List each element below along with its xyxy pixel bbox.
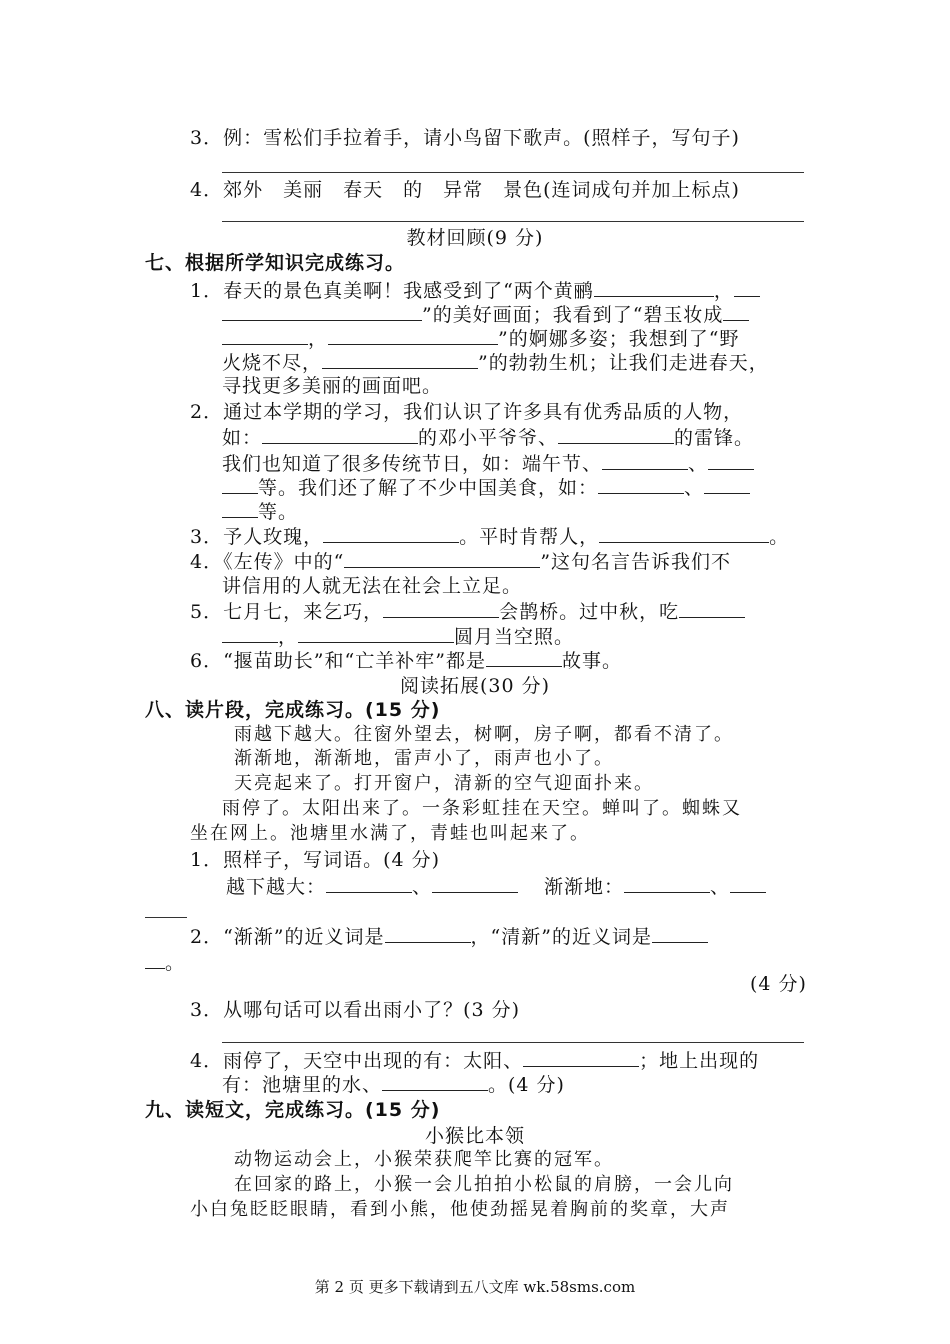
s7-q2-line2 (222, 425, 754, 450)
s8-q1: 1．照样子，写词语。(4 分) (190, 849, 441, 871)
s7-q5-text-b: 会鹊桥。过中秋，吃 (499, 601, 680, 623)
s7-q2-text-e: 等。 (258, 501, 299, 523)
s9-title: 九、读短文，完成练习。(15 分) (145, 1099, 441, 1121)
s7-q2-line5 (222, 499, 298, 524)
answer-line[interactable] (145, 917, 187, 918)
s8-q1-label-a: 越下越大： (226, 876, 327, 898)
s7-q2-text-b3: 的雷锋。 (674, 427, 755, 449)
answer-line[interactable] (222, 221, 804, 222)
s8-q1-answers (226, 874, 766, 899)
comma: 、 (688, 453, 709, 475)
s8-q3: 3．从哪句话可以看出雨小了？(3 分) (190, 999, 521, 1021)
blank[interactable] (432, 874, 518, 893)
s7-q3 (190, 524, 789, 549)
s9-passage-1: 动物运动会上，小猴荣获爬竿比赛的冠军。 (234, 1149, 614, 1170)
s7-q4-text-b: ”这句名言告诉我们不 (540, 551, 732, 573)
s7-q5-line2 (222, 624, 574, 649)
s8-q2-line1 (190, 924, 708, 949)
period: 。 (769, 526, 790, 548)
s7-q1-line4 (222, 350, 769, 375)
s8-q4-text-b: ；地上出现的 (639, 1050, 760, 1072)
s8-passage-3: 天亮起来了。打开窗户，清新的空气迎面扑来。 (234, 773, 654, 794)
blank[interactable] (708, 451, 754, 470)
s7-q5-text-a: 5．七月七，来乞巧， (190, 601, 384, 623)
s6-question-3: 3．例：雪松们手拉着手，请小鸟留下歌声。(照样子，写句子) (190, 127, 740, 149)
s7-q1-text-d: 火烧不尽， (222, 352, 323, 374)
s7-q1-text-b: ”的美好画面；我看到了“碧玉妆成 (422, 304, 724, 326)
blank[interactable] (598, 475, 684, 494)
comma: 、 (710, 876, 731, 898)
s8-passage-2: 渐渐地，渐渐地，雷声小了，雨声也小了。 (234, 748, 614, 769)
s8-q2-text-c: 。 (165, 952, 186, 974)
s7-q2-text-d: 等。我们还了解了不少中国美食，如： (258, 477, 599, 499)
s7-q2-text-c: 我们也知道了很多传统节日，如：端午节、 (222, 453, 603, 475)
s8-q4-text-c: 有：池塘里的水、 (222, 1074, 383, 1096)
s7-q2-line4 (222, 475, 750, 500)
s8-title: 八、读片段，完成练习。(15 分) (145, 699, 441, 721)
blank[interactable] (222, 475, 258, 494)
comma: ， (278, 626, 299, 648)
s7-q6-text-b: 故事。 (561, 650, 622, 672)
blank[interactable] (222, 499, 258, 518)
comma: 、 (684, 477, 705, 499)
s8-q4-text-d: 。(4 分) (488, 1074, 565, 1096)
s7-q1-text-e: ”的勃勃生机；让我们走进春天， (478, 352, 769, 374)
blank[interactable] (385, 924, 471, 943)
blank[interactable] (602, 451, 688, 470)
blank[interactable] (723, 302, 749, 321)
answer-line[interactable] (222, 172, 804, 173)
comma: ， (713, 280, 734, 302)
s8-passage-4: 雨停了。太阳出来了。一条彩虹挂在天空。蝉叫了。蜘蛛又 (222, 798, 742, 819)
blank[interactable] (734, 278, 760, 297)
section-heading-textbook: 教材回顾(9 分) (406, 227, 544, 249)
blank[interactable] (383, 599, 499, 618)
s8-q1-label-b: 渐渐地： (544, 876, 625, 898)
blank[interactable] (594, 278, 714, 297)
blank[interactable] (222, 624, 278, 643)
s7-q1-text-a: 1．春天的景色真美啊！我感受到了“两个黄鹂 (190, 280, 594, 302)
blank[interactable] (523, 1048, 639, 1067)
blank[interactable] (344, 549, 540, 568)
s7-q4-text-a: 4．《左传》中的“ (190, 551, 345, 573)
s7-q5-text-c: 圆月当空照。 (454, 626, 575, 648)
s7-q1-text-c: ”的婀娜多姿；我想到了“野 (498, 328, 740, 350)
s8-q4-line2 (222, 1072, 565, 1097)
s7-q5-line1 (190, 599, 745, 624)
blank[interactable] (222, 302, 422, 321)
s7-q2-line1: 2．通过本学期的学习，我们认识了许多具有优秀品质的人物， (190, 401, 744, 423)
blank[interactable] (323, 524, 459, 543)
s7-q6-text-a: 6．“揠苗助长”和“亡羊补牢”都是 (190, 650, 486, 672)
blank[interactable] (328, 326, 498, 345)
s8-q4-line1 (190, 1048, 759, 1073)
s7-q4-line2: 讲信用的人就无法在社会上立足。 (222, 575, 523, 597)
s7-q2-text-b2: 的邓小平爷爷、 (418, 427, 559, 449)
blank[interactable] (486, 648, 562, 667)
blank[interactable] (652, 924, 708, 943)
blank[interactable] (145, 950, 165, 969)
s7-q2-text-b1: 如： (222, 427, 263, 449)
s7-q6 (190, 648, 622, 673)
s7-title: 七、根据所学知识完成练习。 (145, 252, 406, 274)
blank[interactable] (382, 1072, 488, 1091)
blank[interactable] (222, 326, 308, 345)
s7-q3-text-a: 3．予人玫瑰， (190, 526, 324, 548)
s7-q1-line5: 寻找更多美丽的画面吧。 (222, 375, 443, 397)
blank[interactable] (679, 599, 745, 618)
answer-line[interactable] (222, 1042, 804, 1043)
blank[interactable] (558, 425, 674, 444)
comma: 、 (412, 876, 433, 898)
s7-q1-line3 (222, 326, 739, 351)
section-heading-reading: 阅读拓展(30 分) (399, 675, 551, 697)
s8-passage-5: 坐在网上。池塘里水满了，青蛙也叫起来了。 (190, 823, 590, 844)
s7-q4-line1 (190, 549, 731, 574)
s9-passage-3: 小白兔眨眨眼睛，看到小熊，他使劲摇晃着胸前的奖章，大声 (190, 1199, 730, 1220)
comma: ， (308, 328, 329, 350)
s7-q1-line1 (190, 278, 760, 303)
blank[interactable] (624, 874, 710, 893)
s8-passage-1: 雨越下越大。往窗外望去，树啊，房子啊，都看不清了。 (234, 724, 734, 745)
blank[interactable] (730, 874, 766, 893)
blank[interactable] (262, 425, 418, 444)
s8-q2-score: (4 分) (750, 973, 807, 995)
blank[interactable] (326, 874, 412, 893)
blank[interactable] (298, 624, 454, 643)
s9-passage-2: 在回家的路上，小猴一会儿拍拍小松鼠的肩膀，一会儿向 (234, 1174, 734, 1195)
s9-story-title: 小猴比本领 (424, 1125, 525, 1147)
blank[interactable] (599, 524, 769, 543)
blank[interactable] (704, 475, 750, 494)
s6-question-4: 4．郊外 美丽 春天 的 异常 景色(连词成句并加上标点) (190, 179, 740, 201)
s8-q2-line2 (145, 950, 185, 975)
s7-q3-text-b: 。平时肯帮人， (459, 526, 600, 548)
s8-q2-text-a: 2．“渐渐”的近义词是 (190, 926, 385, 948)
page-footer: 第 2 页 更多下载请到五八文库 wk.58sms.com (314, 1278, 636, 1296)
blank[interactable] (322, 350, 478, 369)
s8-q4-text-a: 4．雨停了，天空中出现的有：太阳、 (190, 1050, 524, 1072)
s7-q1-line2 (222, 302, 749, 327)
s8-q2-text-b: ，“清新”的近义词是 (470, 926, 652, 948)
s7-q2-line3 (222, 451, 754, 476)
